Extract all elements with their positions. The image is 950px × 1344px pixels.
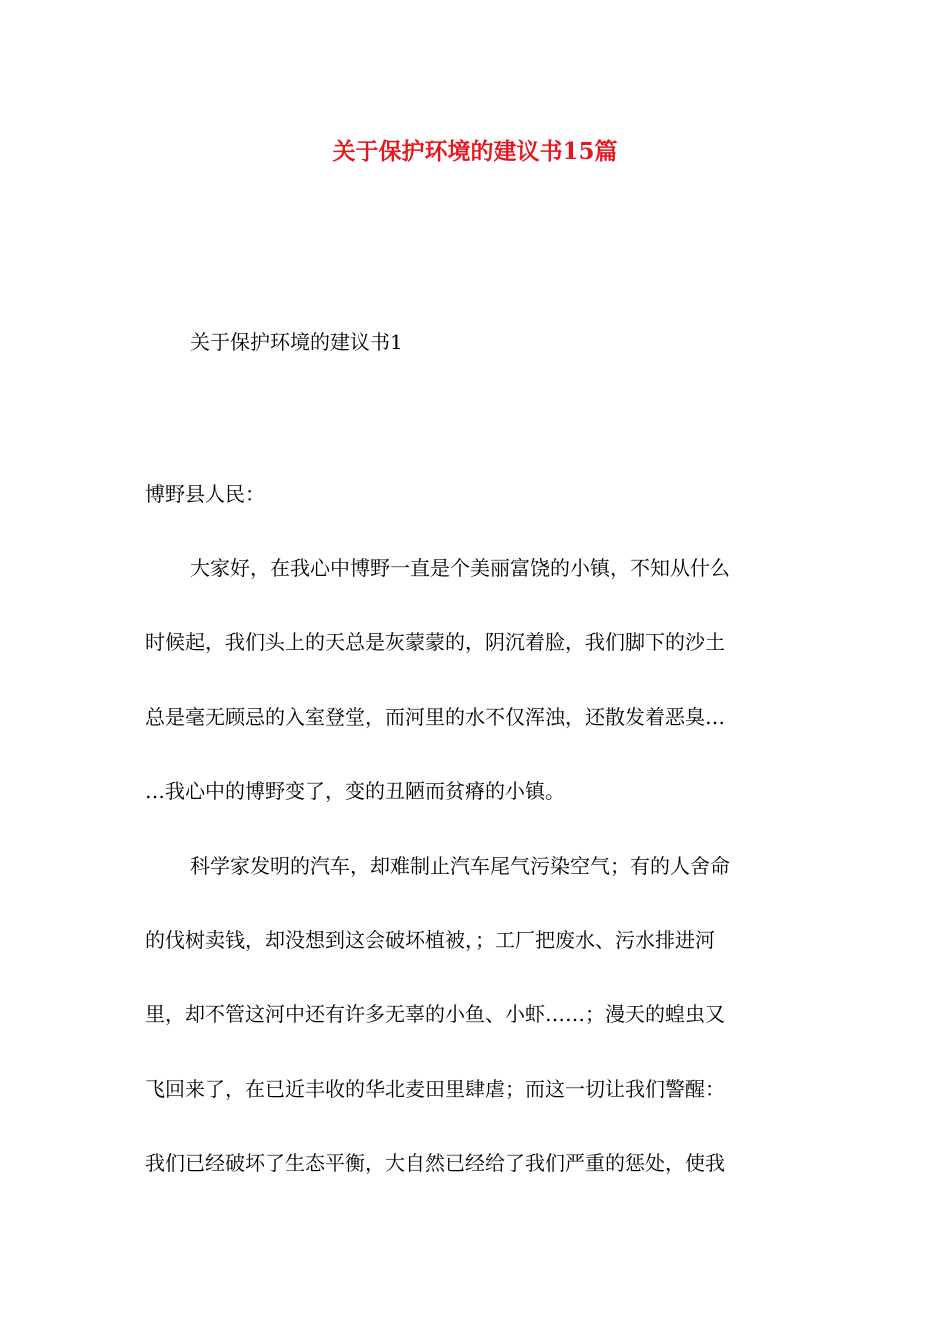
- body-line-1: 大家好，在我心中博野一直是个美丽富饶的小镇，不知从什么: [190, 556, 730, 580]
- body-line-2: 时候起，我们头上的天总是灰蒙蒙的，阴沉着脸，我们脚下的沙土: [145, 630, 725, 654]
- salutation: 博野县人民：: [145, 482, 265, 506]
- body-line-8: 飞回来了，在已近丰收的华北麦田里肆虐；而这一切让我们警醒：: [145, 1077, 725, 1101]
- body-line-3: 总是毫无顾忌的入室登堂，而河里的水不仅浑浊，还散发着恶臭…: [145, 705, 725, 729]
- body-line-7: 里，却不管这河中还有许多无辜的小鱼、小虾……；漫天的蝗虫又: [145, 1002, 725, 1026]
- section-heading: 关于保护环境的建议书1: [190, 330, 403, 354]
- body-line-9: 我们已经破坏了生态平衡，大自然已经给了我们严重的惩处，使我: [145, 1151, 725, 1175]
- document-title: 关于保护环境的建议书15篇: [332, 138, 618, 165]
- body-line-5: 科学家发明的汽车，却难制止汽车尾气污染空气；有的人舍命: [190, 854, 730, 878]
- body-line-4: …我心中的博野变了，变的丑陋而贫瘠的小镇。: [145, 779, 565, 803]
- body-line-6: 的伐树卖钱，却没想到这会破坏植被，；工厂把废水、污水排进河: [145, 928, 715, 952]
